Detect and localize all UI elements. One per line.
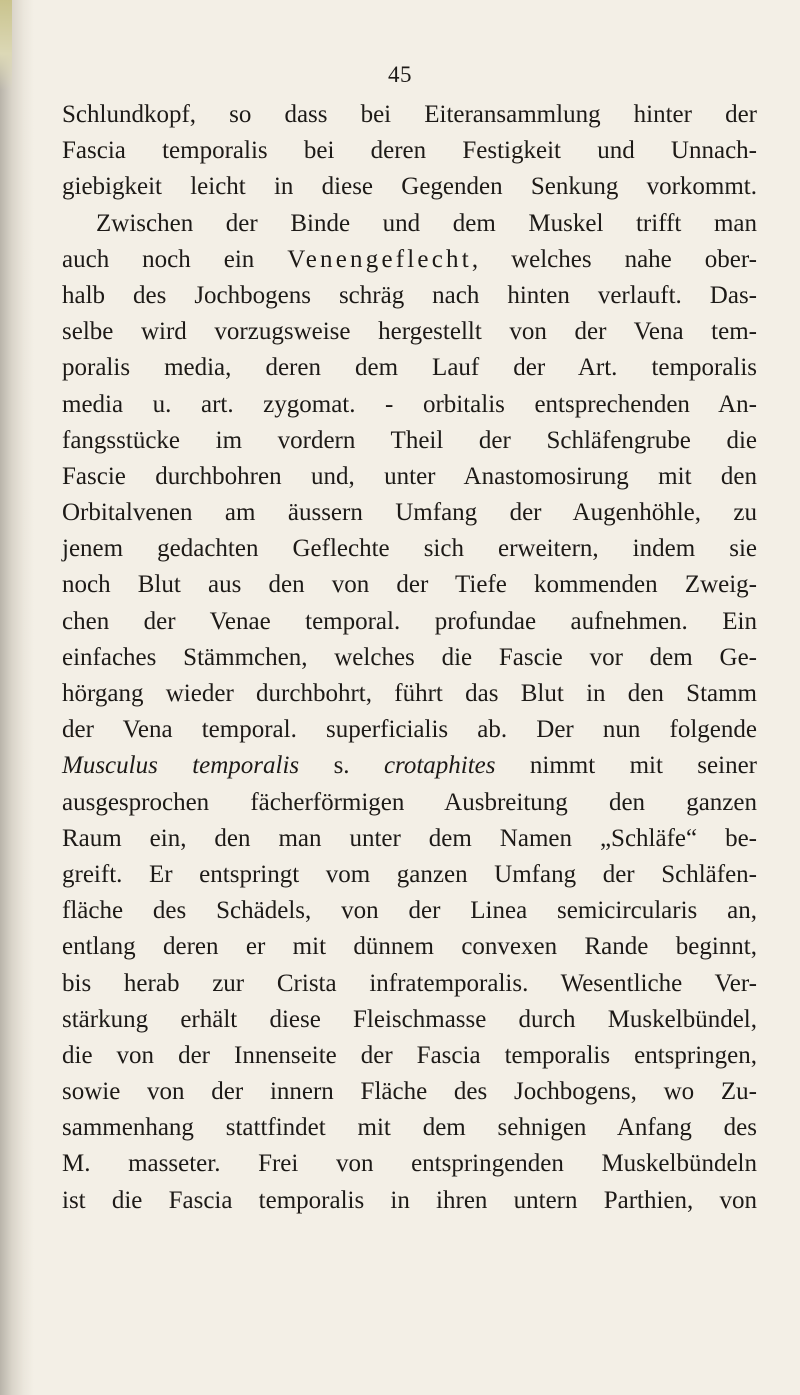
text-line: fangsstücke im vordern Theil der Schläfengrube die bbox=[62, 426, 757, 454]
text-line: die von der Innenseite der Fascia temporalis entspringen, bbox=[62, 1041, 757, 1069]
text-line: bis herab zur Crista infratemporalis. Wesentliche Ver- bbox=[62, 969, 757, 997]
italic-term: crotaphites bbox=[383, 752, 496, 780]
text-line: Musculus temporalis s. crotaphites nimmt mit seiner bbox=[62, 752, 757, 780]
text-line: sowie von der innern Fläche des Jochbogens, wo Zu- bbox=[62, 1078, 757, 1106]
binding-shadow bbox=[0, 0, 34, 1395]
text-line: Orbitalvenen am äussern Umfang der Augenhöhle, zu bbox=[62, 499, 757, 527]
italic-term: Musculus temporalis bbox=[62, 752, 300, 780]
text-line: chen der Venae temporal. profundae aufnehmen. Ein bbox=[62, 607, 757, 635]
text-line: M. masseter. Frei von entspringenden Muskelbündeln bbox=[62, 1150, 757, 1178]
text-line: ausgesprochen fächerförmigen Ausbreitung den ganzen bbox=[62, 788, 757, 816]
text-line: Fascia temporalis bei deren Festigkeit und Unnach- bbox=[62, 137, 757, 165]
page-number: 45 bbox=[388, 62, 412, 87]
body-text bbox=[62, 97, 757, 1219]
text-line: halb des Jochbogens schräg nach hinten verlauft. Das- bbox=[62, 281, 757, 309]
text-line: poralis media, deren dem Lauf der Art. temporalis bbox=[62, 354, 757, 382]
text-line: Raum ein, den man unter dem Namen „Schläfe“ be- bbox=[62, 824, 757, 852]
text-line: entlang deren er mit dünnem convexen Rande beginnt, bbox=[62, 933, 757, 961]
text-line: stärkung erhält diese Fleischmasse durch Muskelbündel, bbox=[62, 1005, 757, 1033]
text-line: der Vena temporal. superficialis ab. Der nun folgende bbox=[62, 716, 757, 744]
text-line: ist die Fascia temporalis in ihren untern Parthien, von bbox=[62, 1186, 757, 1214]
text-line: einfaches Stämmchen, welches die Fascie vor dem Ge- bbox=[62, 643, 757, 671]
text-line: Fascie durchbohren und, unter Anastomosirung mit den bbox=[62, 462, 757, 490]
text-line-paragraph-start: Zwischen der Binde und dem Muskel trifft man bbox=[96, 209, 757, 237]
text-line: Schlundkopf, so dass bei Eiteransammlung hinter der bbox=[62, 101, 757, 128]
text-line: greift. Er entspringt vom ganzen Umfang der Schläfen- bbox=[62, 860, 757, 888]
text-line: fläche des Schädels, von der Linea semicircularis an, bbox=[62, 897, 757, 925]
text-line: jenem gedachten Geflechte sich erweitern, indem sie bbox=[62, 535, 757, 563]
text-line: hörgang wieder durchbohrt, führt das Blut in den Stamm bbox=[62, 680, 757, 707]
text-line: noch Blut aus den von der Tiefe kommenden Zweig- bbox=[62, 571, 757, 599]
emphasized-term: Venengeflecht bbox=[287, 245, 472, 273]
text-line: sammenhang stattfindet mit dem sehnigen Anfang des bbox=[62, 1114, 757, 1142]
text-line: media u. art. zygomat. - orbitalis entsprechenden An- bbox=[62, 390, 757, 418]
text-line: selbe wird vorzugsweise hergestellt von der Vena tem- bbox=[62, 318, 757, 346]
text-line: giebigkeit leicht in diese Gegenden Senkung vorkommt. bbox=[62, 173, 757, 201]
text-line: auch noch ein Venengeflecht, welches nahe ober- bbox=[62, 245, 757, 273]
